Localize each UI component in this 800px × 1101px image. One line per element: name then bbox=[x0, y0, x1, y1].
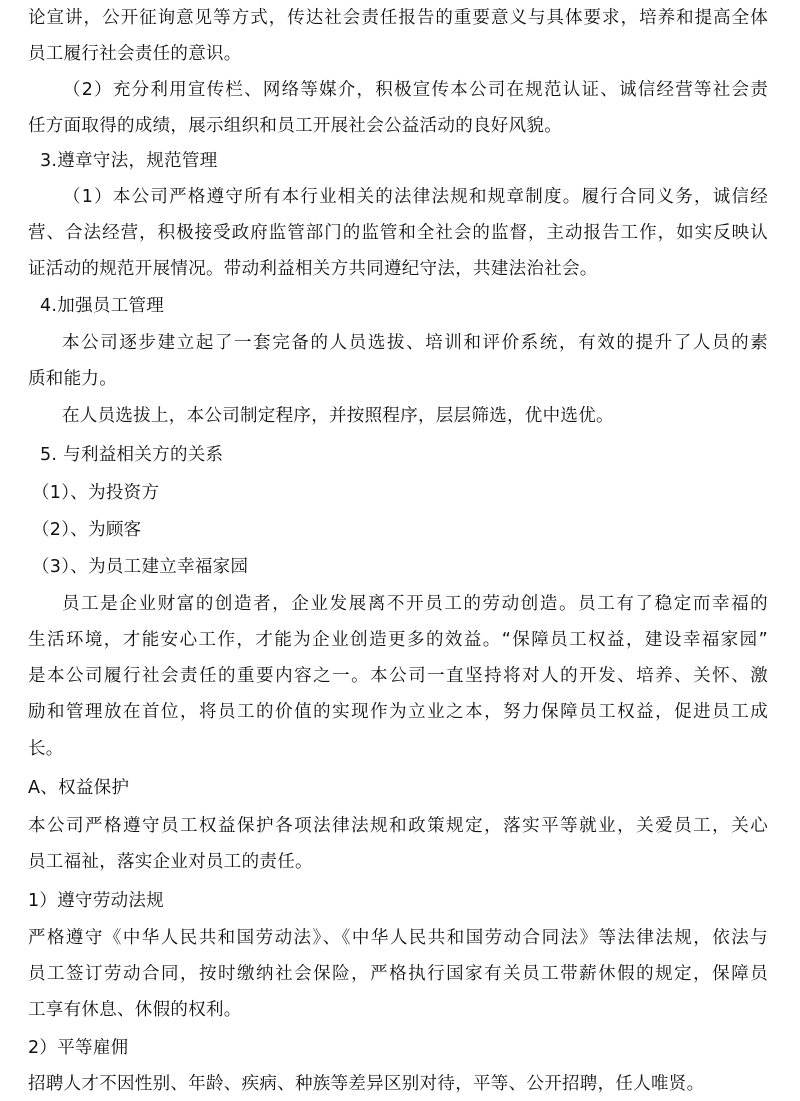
paragraph-line: 证活动的规范开展情况。带动利益相关方共同遵纪守法，共建法治社会。 bbox=[28, 259, 598, 279]
list-item: （1）、为投资方 bbox=[32, 483, 160, 503]
paragraph-line: 严格遵守《中华人民共和国劳动法》、《中华人民共和国劳动合同法》等法律法规，依法与 bbox=[28, 928, 768, 948]
paragraph-line: 任方面取得的成绩，展示组织和员工开展社会公益活动的良好风貌。 bbox=[28, 116, 562, 136]
list-item: （3）、为员工建立幸福家园 bbox=[32, 557, 249, 577]
paragraph-line: 营、合法经营，积极接受政府监管部门的监管和全社会的监督，主动报告工作，如实反映认 bbox=[28, 223, 768, 243]
section-heading: 3.遵章守法，规范管理 bbox=[40, 151, 218, 171]
paragraph-line: 员工是企业财富的创造者，企业发展离不开员工的劳动创造。员工有了稳定而幸福的 bbox=[62, 594, 768, 614]
paragraph-line: 招聘人才不因性别、年龄、疾病、种族等差异区别对待，平等、公开招聘，任人唯贤。 bbox=[28, 1074, 705, 1094]
paragraph-line: 工享有休息、休假的权利。 bbox=[28, 1000, 242, 1020]
list-item: （2）、为顾客 bbox=[32, 520, 142, 540]
paragraph-line: 质和能力。 bbox=[28, 369, 117, 389]
list-item-line: （2）充分利用宣传栏、网络等媒介，积极宣传本公司在规范认证、诚信经营等社会责 bbox=[63, 80, 768, 100]
paragraph-line: 本公司逐步建立起了一套完备的人员选拔、培训和评价系统，有效的提升了人员的素 bbox=[62, 333, 768, 353]
paragraph-line: 员工签订劳动合同，按时缴纳社会保险，严格执行国家有关员工带薪休假的规定，保障员 bbox=[28, 964, 768, 984]
paragraph-line: 生活环境，才能安心工作，才能为企业创造更多的效益。“保障员工权益，建设幸福家园” bbox=[28, 630, 768, 650]
paragraph-line: 是本公司履行社会责任的重要内容之一。本公司一直坚持将对人的开发、培养、关怀、激 bbox=[28, 666, 768, 686]
paragraph-line: 励和管理放在首位，将员工的价值的实现作为立业之本，努力保障员工权益，促进员工成 bbox=[28, 702, 768, 722]
paragraph-line: 员工福祉，落实企业对员工的责任。 bbox=[28, 852, 313, 872]
list-item-line: （1）本公司严格遵守所有本行业相关的法律法规和规章制度。履行合同义务，诚信经 bbox=[63, 187, 768, 207]
paragraph-line: 在人员选拔上，本公司制定程序，并按照程序，层层筛选，优中选优。 bbox=[62, 406, 614, 426]
paragraph-line: 长。 bbox=[28, 739, 64, 759]
paragraph-line: 论宣讲，公开征询意见等方式，传达社会责任报告的重要意义与具体要求，培养和提高全体 bbox=[28, 8, 768, 28]
paragraph-line: 本公司严格遵守员工权益保护各项法律法规和政策规定，落实平等就业，关爱员工，关心 bbox=[28, 816, 768, 836]
paragraph-line: 员工履行社会责任的意识。 bbox=[28, 44, 242, 64]
section-heading: A、权益保护 bbox=[28, 778, 130, 798]
section-heading: 5. 与利益相关方的关系 bbox=[40, 445, 224, 465]
section-heading: 4.加强员工管理 bbox=[40, 296, 165, 316]
subsection-heading: 1）遵守劳动法规 bbox=[28, 891, 165, 911]
subsection-heading: 2）平等雇佣 bbox=[28, 1038, 129, 1058]
